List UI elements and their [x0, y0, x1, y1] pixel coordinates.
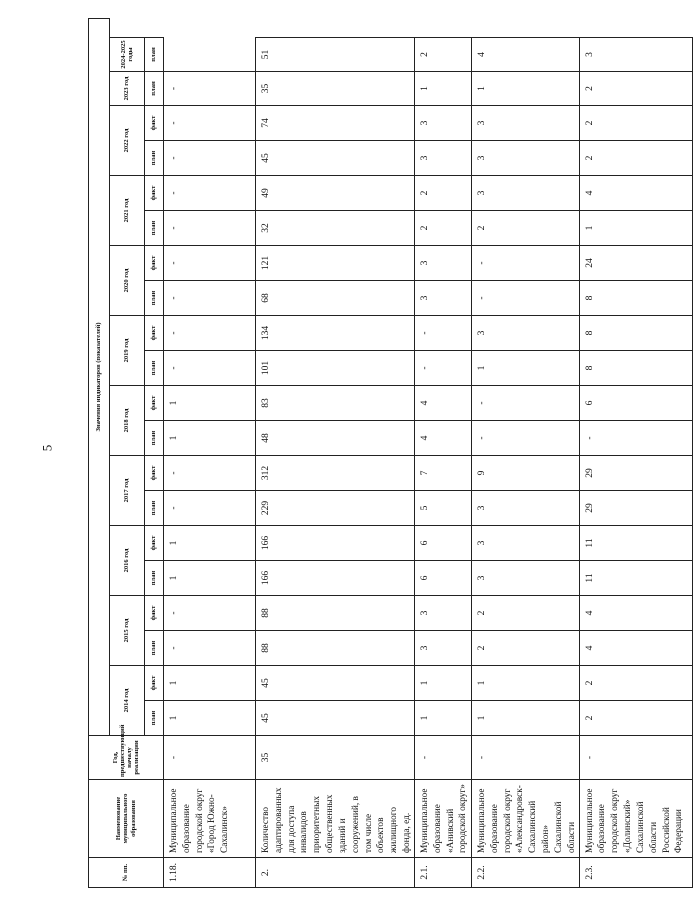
row-value-cell: 51 [256, 38, 415, 72]
row-value-cell: 3 [414, 141, 471, 176]
row-value-cell: 32 [256, 211, 415, 246]
header-fact: факт [145, 386, 164, 421]
row-value-cell: 2 [471, 631, 579, 666]
header-year: 2021 год [110, 176, 145, 246]
row-value-cell: 1 [579, 211, 692, 246]
header-plan: план [145, 141, 164, 176]
header-name: Наименование муниципального образования [89, 780, 164, 858]
row-value-cell: 68 [256, 281, 415, 316]
row-value-cell: 3 [414, 246, 471, 281]
row-value-cell: 2 [414, 176, 471, 211]
row-value-cell: 1 [414, 666, 471, 701]
row-value-cell: 88 [256, 631, 415, 666]
row-value-cell: - [164, 176, 256, 211]
row-number-cell: 2.1. [414, 858, 471, 888]
row-value-cell: 6 [579, 386, 692, 421]
row-value-cell: 121 [256, 246, 415, 281]
header-plan: план [145, 72, 164, 106]
row-value-cell: - [164, 631, 256, 666]
header-fact: факт [145, 106, 164, 141]
row-name-cell: Муниципальное образование городской округ «Город Южно-Сахалинск» [164, 780, 256, 858]
header-plan: план [145, 211, 164, 246]
row-value-cell: 166 [256, 561, 415, 596]
row-name-cell: Муниципальное образование городской округ «Александровск-Сахалинский район» Сахалинской области [471, 780, 579, 858]
table-row [471, 19, 579, 888]
row-value-cell: 3 [471, 491, 579, 526]
row-name-cell: Количество адаптированных для доступа инвалидов приоритетных общественных зданий и сооружений, в том числе объектов жилищного фонда, ед. [256, 780, 415, 858]
page-number: 5 [39, 444, 55, 452]
header-plan: план [145, 631, 164, 666]
header-plan: план [145, 38, 164, 72]
row-value-cell: - [164, 211, 256, 246]
row-value-cell: 134 [256, 316, 415, 351]
row-value-cell: 24 [579, 246, 692, 281]
header-fact: факт [145, 456, 164, 491]
header-fact: факт [145, 666, 164, 701]
row-value-cell: 1 [414, 701, 471, 736]
row-value-cell: 74 [256, 106, 415, 141]
row-value-cell: 1 [164, 701, 256, 736]
row-value-cell: - [164, 491, 256, 526]
row-value-cell: 3 [414, 596, 471, 631]
row-value-cell: - [164, 351, 256, 386]
row-value-cell: 4 [579, 631, 692, 666]
row-value-cell: 3 [471, 141, 579, 176]
row-value-cell: 2 [579, 141, 692, 176]
row-value-cell: - [164, 316, 256, 351]
row-value-cell: - [471, 421, 579, 456]
row-value-cell: 6 [414, 561, 471, 596]
row-value-cell: 3 [471, 526, 579, 561]
row-value-cell: 48 [256, 421, 415, 456]
row-value-cell: 5 [414, 491, 471, 526]
row-name-cell: Муниципальное образование «Анивский городской округ» [414, 780, 471, 858]
row-value-cell: 4 [579, 596, 692, 631]
row-value-cell: 4 [414, 386, 471, 421]
row-value-cell: 45 [256, 701, 415, 736]
row-value-cell: 11 [579, 526, 692, 561]
row-number-cell: 2.3. [579, 858, 692, 888]
row-value-cell: 3 [414, 631, 471, 666]
row-value-cell: - [414, 351, 471, 386]
row-value-cell: 8 [579, 281, 692, 316]
row-value-cell: 7 [414, 456, 471, 491]
header-plan: план [145, 561, 164, 596]
row-value-cell: - [164, 281, 256, 316]
row-name-cell: Муниципальное образование городской округ «Долинский» Сахалинской области Российской Федерации [579, 780, 692, 858]
row-base-year-cell: - [579, 736, 692, 780]
row-value-cell: 29 [579, 491, 692, 526]
row-value-cell: 2 [579, 666, 692, 701]
row-value-cell: 45 [256, 141, 415, 176]
header-year: 2014 год [110, 666, 145, 736]
row-value-cell: - [164, 106, 256, 141]
header-year: 2024-2025 годы [110, 38, 145, 72]
row-value-cell: 312 [256, 456, 415, 491]
header-fact: факт [145, 176, 164, 211]
row-value-cell: 229 [256, 491, 415, 526]
header-fact: факт [145, 596, 164, 631]
header-year: 2016 год [110, 526, 145, 596]
row-number-cell: 2. [256, 858, 415, 888]
row-value-cell: 2 [579, 72, 692, 106]
row-value-cell: 1 [414, 72, 471, 106]
row-value-cell: 4 [414, 421, 471, 456]
row-value-cell: 3 [414, 281, 471, 316]
row-value-cell: 11 [579, 561, 692, 596]
row-value-cell: 88 [256, 596, 415, 631]
row-value-cell: 1 [164, 666, 256, 701]
header-year: 2020 год [110, 246, 145, 316]
row-value-cell: - [471, 246, 579, 281]
table-row [414, 19, 471, 888]
header-plan: план [145, 421, 164, 456]
row-value-cell: 166 [256, 526, 415, 561]
row-value-cell: - [164, 246, 256, 281]
row-value-cell: 2 [579, 701, 692, 736]
row-value-cell: 1 [164, 561, 256, 596]
row-value-cell: 1 [471, 666, 579, 701]
header-year: 2018 год [110, 386, 145, 456]
row-value-cell: 101 [256, 351, 415, 386]
indicator-table [88, 18, 693, 888]
row-value-cell: - [414, 316, 471, 351]
header-year: 2022 год [110, 106, 145, 176]
row-value-cell: 1 [164, 386, 256, 421]
header-fact: факт [145, 526, 164, 561]
row-value-cell: 2 [579, 106, 692, 141]
row-value-cell: 2 [471, 211, 579, 246]
row-value-cell: 3 [471, 316, 579, 351]
table-row [164, 19, 256, 888]
row-value-cell: 35 [256, 72, 415, 106]
row-value-cell: - [164, 456, 256, 491]
header-year: 2019 год [110, 316, 145, 386]
row-value-cell: 2 [471, 596, 579, 631]
row-base-year-cell: - [414, 736, 471, 780]
row-value-cell: 1 [164, 526, 256, 561]
row-value-cell: 1 [471, 351, 579, 386]
row-value-cell: 29 [579, 456, 692, 491]
header-base-year: Год, предшествующий началу реализации [89, 736, 164, 780]
row-value-cell: - [164, 72, 256, 106]
row-value-cell: 4 [471, 38, 579, 72]
header-fact: факт [145, 316, 164, 351]
row-value-cell: 49 [256, 176, 415, 211]
row-number-cell: 1.18. [164, 858, 256, 888]
row-value-cell: - [164, 141, 256, 176]
row-base-year-cell: - [471, 736, 579, 780]
table-row [579, 19, 692, 888]
header-year: 2017 год [110, 456, 145, 526]
row-value-cell: 9 [471, 456, 579, 491]
row-value-cell: 1 [471, 701, 579, 736]
header-plan: план [145, 281, 164, 316]
row-value-cell: 3 [471, 561, 579, 596]
header-year: 2023 год [110, 72, 145, 106]
header-plan: план [145, 701, 164, 736]
row-value-cell: 3 [579, 38, 692, 72]
row-value-cell: 1 [164, 421, 256, 456]
row-value-cell: - [471, 281, 579, 316]
table-row [256, 19, 415, 888]
row-value-cell: 2 [414, 38, 471, 72]
row-value-cell: - [471, 386, 579, 421]
row-value-cell: 3 [471, 106, 579, 141]
header-plan: план [145, 351, 164, 386]
row-value-cell: - [579, 421, 692, 456]
row-value-cell: 45 [256, 666, 415, 701]
row-number-cell: 2.2. [471, 858, 579, 888]
row-value-cell: 2 [414, 211, 471, 246]
row-base-year-cell: 35 [256, 736, 415, 780]
row-value-cell: 6 [414, 526, 471, 561]
row-value-cell: 8 [579, 351, 692, 386]
header-plan: план [145, 491, 164, 526]
row-value-cell: 8 [579, 316, 692, 351]
row-value-cell: 3 [471, 176, 579, 211]
header-year: 2015 год [110, 596, 145, 666]
row-base-year-cell: - [164, 736, 256, 780]
header-values-group: Значения индикаторов (показателей) [89, 19, 110, 736]
rotated-table-container [88, 18, 685, 888]
header-fact: факт [145, 246, 164, 281]
row-value-cell: 4 [579, 176, 692, 211]
row-value-cell: 3 [414, 106, 471, 141]
row-value-cell: 83 [256, 386, 415, 421]
row-value-cell: 1 [471, 72, 579, 106]
row-value-cell: - [164, 596, 256, 631]
header-num: № пп. [89, 858, 164, 888]
